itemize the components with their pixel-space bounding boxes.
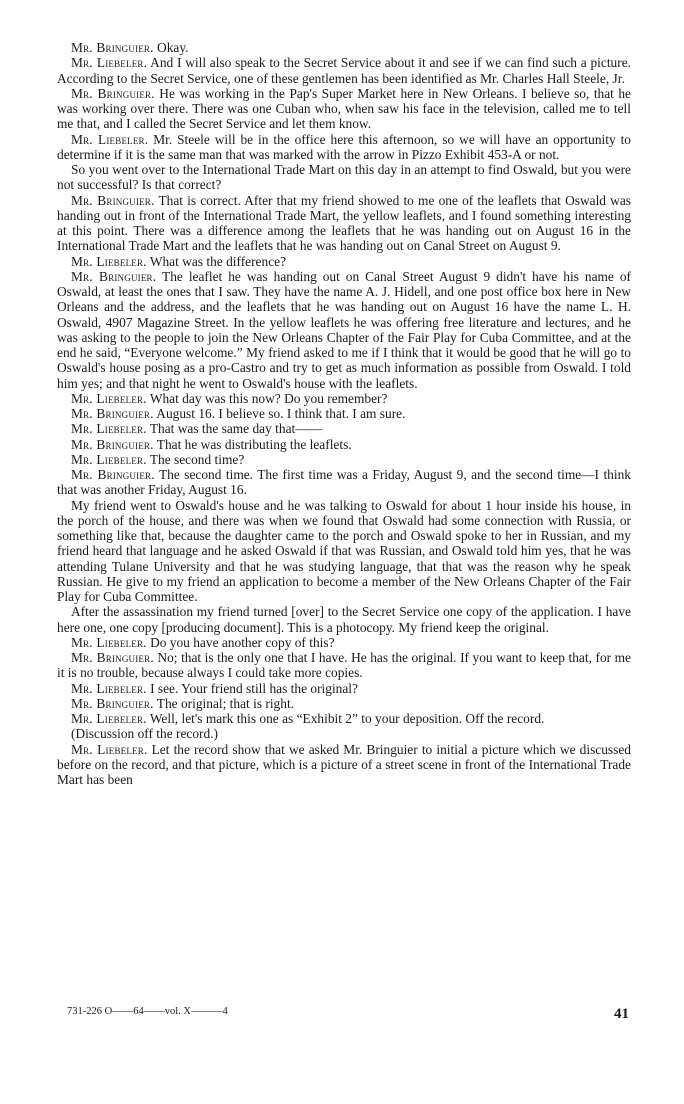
paragraph-5	[57, 193, 631, 254]
speaker-name: Mr. Bringuier.	[71, 192, 155, 208]
paragraph-text: The second time?	[146, 451, 245, 467]
paragraph-text: So you went over to the International Trade Mart on this day in an attempt to find Oswald, but you were not successful? Is that correct?	[57, 162, 631, 193]
paragraph-17	[57, 650, 631, 681]
paragraph-text: The leaflet he was handing out on Canal Street August 9 didn't have his name of Oswald, at least the ones that I saw. They have the name A. J. Hidell, and one post office box here in New Orleans and the address, and the leaflets that he was handing out on August 16 have the name L. H. Oswald, 4907 Magazine Street. In the yellow leaflets he was offering free literature and lectures, and he was asking to the people to join the New Orleans Chapter of the Fair Play for Cuba Committee, and at the end he said, “Everyone welcome.” My friend asked to me if I think that it would be good that he will go to Oswald's house posing as a pro-Castro and try to get as much information as possible from Oswald. I told him yes; and that night he went to Oswald's house with the leaflets.	[57, 268, 631, 391]
speaker-name: Mr. Liebeler.	[71, 390, 147, 406]
paragraph-text: After the assassination my friend turned [over] to the Secret Service one copy of the application. I have here one, one copy [producing document]. This is a photocopy. My friend keep the original.	[57, 604, 631, 635]
paragraph-text: What day was this now? Do you remember?	[146, 390, 388, 406]
paragraph-19	[57, 696, 631, 711]
paragraph-text: He was working in the Pap's Super Market here in New Orleans. I believe so, that he was working over there. There was one Cuban who, when saw his face in the television, called me to tell me that, and I called the Secret Service and let them know.	[57, 85, 632, 132]
speaker-name: Mr. Bringuier.	[71, 695, 154, 711]
paragraph-12	[57, 452, 631, 467]
speaker-name: Mr. Bringuier.	[71, 436, 154, 452]
paragraph-22	[57, 742, 631, 788]
speaker-name: Mr. Liebeler.	[71, 741, 148, 757]
speaker-name: Mr. Liebeler.	[71, 253, 147, 269]
paragraph-text: That is correct. After that my friend showed to me one of the leaflets that Oswald was handing out in front of the International Trade Mart, the yellow leaflets, and I found something interesting at this point. There was a difference among the leaflets that he was handing out on August 16 in the International Trade Mart and the leaflets that he was handing out on Canal Street on August 9.	[57, 192, 631, 254]
paragraph-text: And I will also speak to the Secret Service about it and see if we can find such a picture. According to the Secret Service, one of these gentlemen has been identified as Mr. Charles Hall Steele, Jr.	[57, 55, 631, 86]
paragraph-0	[57, 40, 631, 55]
paragraph-2	[57, 86, 631, 132]
paragraph-13	[57, 467, 631, 498]
paragraph-10	[57, 421, 631, 436]
speaker-name: Mr. Liebeler.	[71, 131, 149, 147]
paragraph-text: That was the same day that——	[146, 421, 323, 437]
paragraph-text: Let the record show that we asked Mr. Bringuier to initial a picture which we discussed before on the record, and that picture, which is a picture of a street scene in front of the International Trade Mart has been	[57, 741, 631, 787]
speaker-name: Mr. Liebeler.	[71, 680, 147, 696]
speaker-name: Mr. Liebeler.	[71, 55, 148, 71]
paragraph-4	[57, 162, 631, 193]
speaker-name: Mr. Bringuier.	[71, 85, 155, 101]
speaker-name: Mr. Bringuier.	[71, 406, 154, 421]
deposition-page-body	[57, 40, 631, 787]
paragraph-3	[57, 132, 631, 163]
paragraph-21	[57, 726, 631, 741]
paragraph-text: The original; that is right.	[153, 695, 295, 711]
speaker-name: Mr. Bringuier.	[71, 268, 157, 284]
paragraph-text: No; that is the only one that I have. He has the original. If you want to keep that, for me it is no trouble, because always I could take more copies.	[57, 650, 631, 681]
paragraph-16	[57, 635, 631, 650]
paragraph-20	[57, 711, 631, 726]
print-code: 731-226 O——64——vol. X———4	[67, 1006, 228, 1017]
speaker-name: Mr. Bringuier.	[71, 40, 154, 55]
speaker-name: Mr. Liebeler.	[71, 711, 147, 726]
paragraph-text: August 16. I believe so. I think that. I am sure.	[153, 406, 406, 421]
paragraph-14	[57, 498, 631, 605]
paragraph-text: What was the difference?	[146, 253, 287, 269]
paragraph-7	[57, 269, 631, 391]
paragraph-text: Mr. Steele will be in the office here this afternoon, so we will have an opportunity to determine if it is the same man that was marked with the arrow in Pizzo Exhibit 453-A or not.	[57, 131, 631, 162]
speaker-name: Mr. Bringuier.	[71, 467, 155, 482]
paragraph-18	[57, 681, 631, 696]
paragraph-9	[57, 406, 631, 421]
paragraph-11	[57, 437, 631, 452]
paragraph-8	[57, 391, 631, 406]
paragraph-text: (Discussion off the record.)	[71, 726, 219, 742]
paragraph-6	[57, 254, 631, 269]
paragraph-text: Well, let's mark this one as “Exhibit 2” to your deposition. Off the record.	[146, 711, 545, 726]
page-number: 41	[614, 1006, 629, 1022]
paragraph-text: My friend went to Oswald's house and he was talking to Oswald for about 1 hour inside his house, in the porch of the house, and there was when we found that Oswald had some connection with Russia, or something like that, because the daughter came to the porch and Oswald spoke to her in Russian, and my friend heard that language and he asked Oswald if that was Russian, and Oswald told him yes, that he was attending Tulane University and that he was studying language, that that was the reason why he speak Russian. He give to my friend an application to become a member of the New Orleans Chapter of the Fair Play for Cuba Committee.	[57, 497, 631, 604]
paragraph-15	[57, 604, 631, 635]
speaker-name: Mr. Liebeler.	[71, 421, 147, 437]
paragraph-text: Okay.	[153, 40, 189, 55]
speaker-name: Mr. Liebeler.	[71, 451, 147, 467]
paragraph-text: The second time. The first time was a Friday, August 9, and the second time—I think that was another Friday, August 16.	[57, 467, 631, 498]
paragraph-text: I see. Your friend still has the original?	[146, 680, 358, 696]
paragraph-text: Do you have another copy of this?	[146, 634, 335, 650]
speaker-name: Mr. Bringuier.	[71, 650, 154, 665]
paragraph-text: That he was distributing the leaflets.	[153, 436, 352, 452]
speaker-name: Mr. Liebeler.	[71, 634, 147, 650]
paragraph-1	[57, 55, 631, 86]
